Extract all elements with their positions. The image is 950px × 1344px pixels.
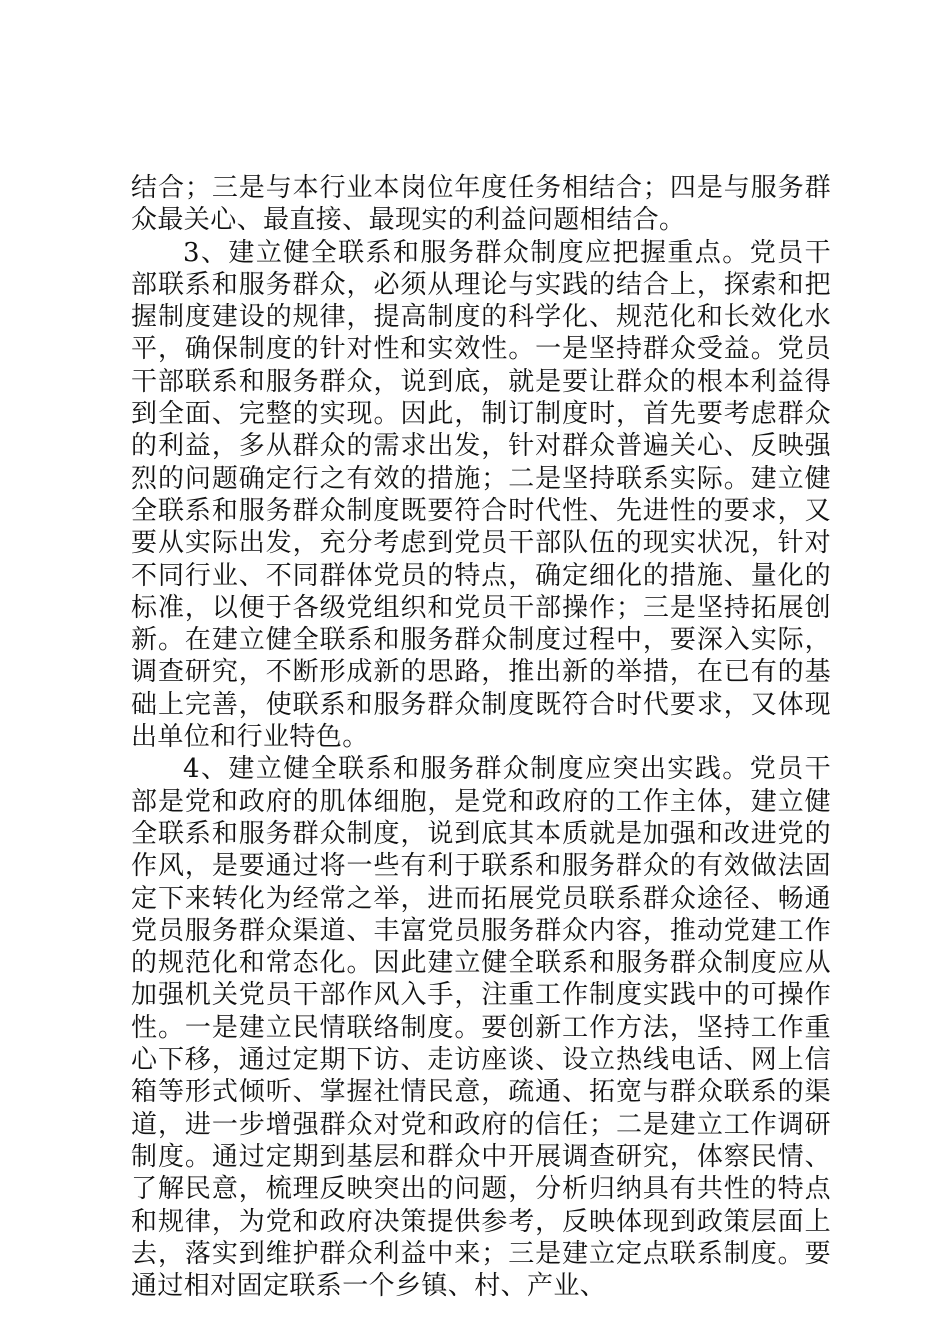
paragraph-section-3: 3、建立健全联系和服务群众制度应把握重点。党员干部联系和服务群众，必须从理论与实践的结合上，探索和把握制度建设的规律，提高制度的科学化、规范化和长效化水平，确保制度的针对性和实效性。一是坚持群众受益。党员干部联系和服务群众，说到底，就是要让群众的根本利益得到全面、完整的实现。因此，制订制度时，首先要考虑群众的利益，多从群众的需求出发，针对群众普遍关心、反映强烈的问题确定行之有效的措施；二是坚持联系实际。建立健全联系和服务群众制度既要符合时代性、先进性的要求，又要从实际出发，充分考虑到党员干部队伍的现实状况，针对不同行业、不同群体党员的特点，确定细化的措施、量化的标准，以便于各级党组织和党员干部操作；三是坚持拓展创新。在建立健全联系和服务群众制度过程中，要深入实际，调查研究，不断形成新的思路，推出新的举措，在已有的基础上完善，使联系和服务群众制度既符合时代要求，又体现出单位和行业特色。 xyxy=(131,237,831,753)
paragraph-continuation: 结合；三是与本行业本岗位年度任务相结合；四是与服务群众最关心、最直接、最现实的利益问题相结合。 xyxy=(131,173,831,236)
document-body xyxy=(131,172,831,1302)
paragraph-section-4: 4、建立健全联系和服务群众制度应突出实践。党员干部是党和政府的肌体细胞，是党和政府的工作主体，建立健全联系和服务群众制度，说到底其本质就是加强和改进党的作风，是要通过将一些有利于联系和服务群众的有效做法固定下来转化为经常之举，进而拓展党员联系群众途径、畅通党员服务群众渠道、丰富党员服务群众内容，推动党建工作的规范化和常态化。因此建立健全联系和服务群众制度应从加强机关党员干部作风入手，注重工作制度实践中的可操作性。一是建立民情联络制度。要创新工作方法，坚持工作重心下移，通过定期下访、走访座谈、设立热线电话、网上信箱等形式倾听、掌握社情民意，疏通、拓宽与群众联系的渠道，进一步增强群众对党和政府的信任；二是建立工作调研制度。通过定期到基层和群众中开展调查研究，体察民情、了解民意，梳理反映突出的问题，分析归纳具有共性的特点和规律，为党和政府决策提供参考，反映体现到政策层面上去，落实到维护群众利益中来；三是建立定点联系制度。要通过相对固定联系一个乡镇、村、产业、 xyxy=(131,754,831,1302)
